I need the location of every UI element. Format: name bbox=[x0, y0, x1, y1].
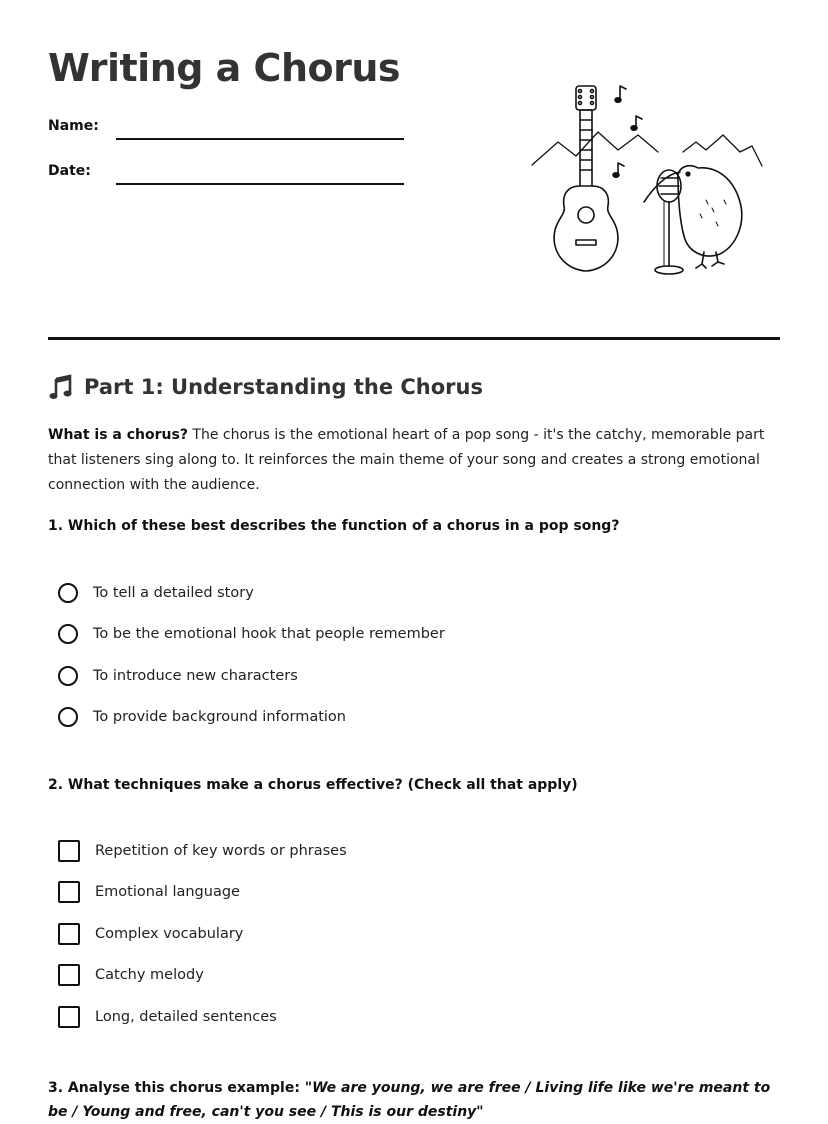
name-input-line[interactable] bbox=[116, 138, 404, 140]
music-note-icon bbox=[48, 374, 74, 400]
checkbox-option[interactable] bbox=[58, 872, 347, 914]
option-label: Long, detailed sentences bbox=[95, 1008, 277, 1025]
worksheet-title: Writing a Chorus bbox=[48, 46, 401, 90]
checkbox[interactable] bbox=[58, 964, 80, 986]
intro-bold: What is a chorus? bbox=[48, 427, 188, 443]
part1-heading-text: Part 1: Understanding the Chorus bbox=[84, 375, 483, 399]
checkbox[interactable] bbox=[58, 840, 80, 862]
kiwi-bird-icon bbox=[644, 166, 742, 268]
question-2: 2. What techniques make a chorus effective? (Check all that apply) bbox=[48, 777, 578, 793]
option-label: Catchy melody bbox=[95, 967, 204, 984]
checkbox-option[interactable] bbox=[58, 996, 347, 1038]
checkbox-option[interactable] bbox=[58, 830, 347, 872]
checkbox[interactable] bbox=[58, 1006, 80, 1028]
checkbox[interactable] bbox=[58, 881, 80, 903]
option-label: To tell a detailed story bbox=[93, 584, 254, 601]
name-field bbox=[48, 118, 408, 148]
radio-option[interactable] bbox=[58, 614, 445, 656]
radio-option[interactable] bbox=[58, 697, 445, 739]
option-label: Emotional language bbox=[95, 884, 240, 901]
radio-option[interactable] bbox=[58, 572, 445, 614]
section-divider bbox=[48, 337, 780, 340]
question-3 bbox=[48, 1076, 788, 1124]
guitar-icon bbox=[554, 86, 618, 271]
part1-heading bbox=[48, 374, 483, 400]
radio-button[interactable] bbox=[58, 624, 78, 644]
chorus-intro bbox=[48, 423, 778, 498]
date-field bbox=[48, 163, 408, 193]
date-label: Date: bbox=[48, 163, 91, 179]
option-label: To provide background information bbox=[93, 709, 346, 726]
radio-button[interactable] bbox=[58, 707, 78, 727]
radio-option[interactable] bbox=[58, 655, 445, 697]
music-notes-icon bbox=[613, 86, 642, 177]
question-2-options bbox=[58, 830, 347, 1038]
intro-text: The chorus is the emotional heart of a pop song - it's the catchy, memorable part that listeners sing along to. It reinforces the main theme of your song and creates a strong emotional connection with the audience. bbox=[48, 427, 765, 493]
kiwi-guitar-illustration bbox=[528, 80, 768, 285]
checkbox-option[interactable] bbox=[58, 913, 347, 955]
option-label: Complex vocabulary bbox=[95, 925, 244, 942]
chorus-example-quote: "We are young, we are free / Living life like we're meant to be / Young and free, can't you see / This is our destiny" bbox=[48, 1080, 771, 1120]
question-1: 1. Which of these best describes the function of a chorus in a pop song? bbox=[48, 518, 620, 534]
question-3-prefix: 3. Analyse this chorus example: bbox=[48, 1080, 305, 1096]
checkbox-option[interactable] bbox=[58, 955, 347, 997]
name-label: Name: bbox=[48, 118, 99, 134]
date-input-line[interactable] bbox=[116, 183, 404, 185]
option-label: To be the emotional hook that people remember bbox=[93, 626, 445, 643]
checkbox[interactable] bbox=[58, 923, 80, 945]
radio-button[interactable] bbox=[58, 666, 78, 686]
question-1-options bbox=[58, 572, 445, 738]
option-label: To introduce new characters bbox=[93, 667, 298, 684]
radio-button[interactable] bbox=[58, 583, 78, 603]
option-label: Repetition of key words or phrases bbox=[95, 842, 347, 859]
